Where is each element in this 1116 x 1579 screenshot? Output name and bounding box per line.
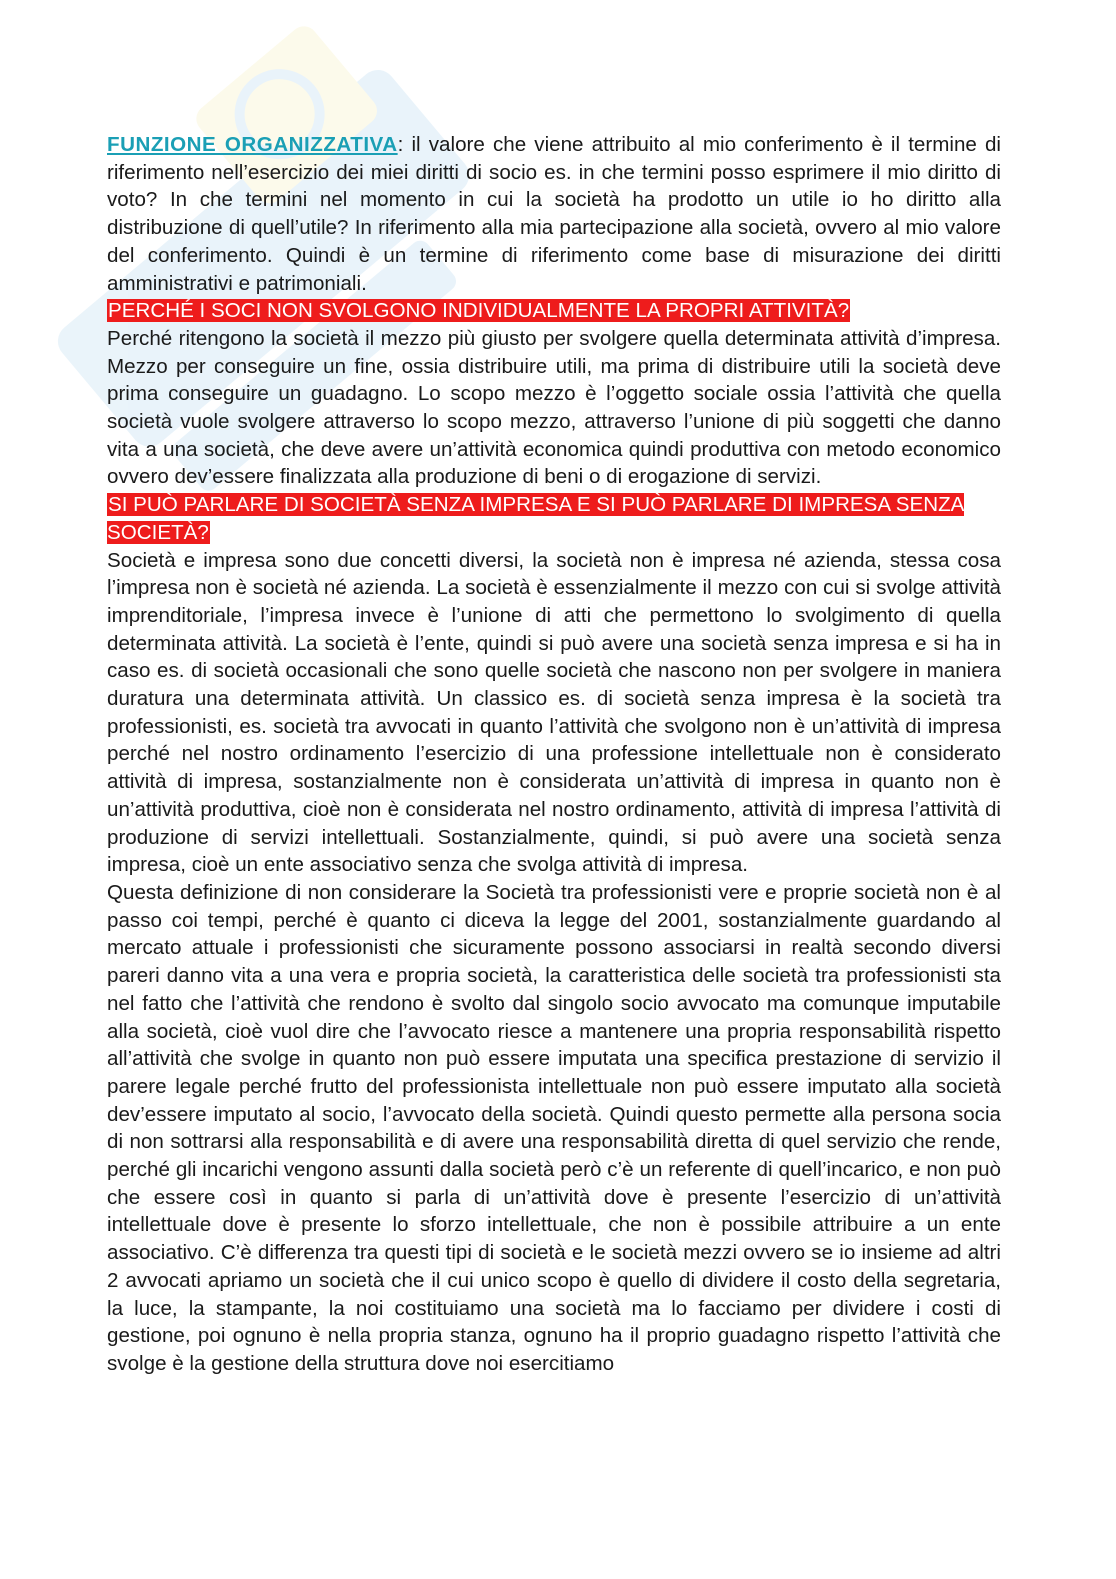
paragraph-funzione-organizzativa xyxy=(107,131,1001,297)
paragraph-answer-2: Società e impresa sono due concetti diversi, la società non è impresa né azienda, stessa cosa l’impresa non è società né azienda. La società è essenzialmente il mezzo con cui si svolge attività imprenditoriale, l’impresa invece è l’unione di atti che permettono lo svolgimento di quella determinata attività. La società è l’ente, quindi si può avere una società senza impresa e si ha in caso es. di società occasionali che sono quelle società che nascono non per svolgere in maniera duratura una determinata attività. Un classico es. di società senza impresa è la società tra professionisti, es. società tra avvocati in quanto l’attività che svolgono non è un’attività di impresa perché nel nostro ordinamento l’esercizio di una professione intellettuale non è considerato attività di impresa, sostanzialmente non è considerata un’attività di impresa in quanto non è un’attività produttiva, cioè non è considerata nel nostro ordinamento, attività di impresa l’attività di produzione di servizi intellettuali. Sostanzialmente, quindi, si può avere una società senza impresa, cioè un ente associativo senza che svolga attività di impresa. xyxy=(107,548,1001,877)
term-funzione-organizzativa[interactable]: FUNZIONE ORGANIZZATIVA xyxy=(107,133,398,156)
question-heading-1 xyxy=(107,297,1001,325)
highlighted-question: SI PUÒ PARLARE DI SOCIETÀ SENZA IMPRESA E SI PUÒ PARLARE DI IMPRESA SENZA SOCIETÀ? xyxy=(107,493,965,544)
document-page xyxy=(107,131,1001,1378)
highlighted-question: PERCHÉ I SOCI NON SVOLGONO INDIVIDUALMENTE LA PROPRI ATTIVITÀ? xyxy=(108,299,850,323)
paragraph-text: : il valore che viene attribuito al mio conferimento è il termine di riferimento nell’esercizio dei miei diritti di socio es. in che termini posso esprimere il mio diritto di voto? In che termini nel momento in cui la società ha prodotto un utile io ho diritto alla distribuzione di quell’utile? In riferimento alla mia partecipazione alla società, ovvero al mio valore del conferimento. Quindi è un termine di riferimento come base di misurazione dei diritti amministrativi e patrimoniali. xyxy=(107,133,1002,295)
paragraph-answer-3: Questa definizione di non considerare la Società tra professionisti vere e proprie società non è al passo coi tempi, perché è quanto ci diceva la legge del 2001, sostanzialmente guardando al mercato attuale i professionisti che sicuramente possono associarsi in realtà secondo diversi pareri danno vita a una vera e propria società, la caratteristica delle società tra professionisti sta nel fatto che l’attività che rendono è svolto dal singolo socio avvocato ma comunque imputabile alla società, cioè vuol dire che l’avvocato riesce a mantenere una propria responsabilità rispetto all’attività che svolge in quanto non può essere imputata una specifica prestazione di servizio il parere legale perché frutto del professionista intellettuale non può essere imputato alla società dev’essere imputato al socio, l’avvocato della società. Quindi questo permette alla persona socia di non sottrarsi alla responsabilità e di avere una responsabilità diretta di quel servizio che rende, perché gli incarichi vengono assunti dalla società però c’è un referente di quell’incarico, e non può che essere così in quanto si parla di un’attività dove è presente l’esercizio di un’attività intellettuale dove è presente lo sforzo intellettuale, che non è possibile attribuire a un ente associativo. C’è differenza tra questi tipi di società e le società mezzi ovvero se io insieme ad altri 2 avvocati apriamo un società che il cui unico scopo è quello di dividere il costo della segretaria, la luce, la stampante, la noi costituiamo una società ma lo facciamo per dividere i costi di gestione, poi ognuno è nella propria stanza, ognuno ha il proprio guadagno rispetto l’attività che svolge è la gestione della struttura dove noi esercitiamo xyxy=(107,880,1001,1375)
question-heading-2 xyxy=(107,491,1001,546)
paragraph-answer-1: Perché ritengono la società il mezzo più giusto per svolgere quella determinata attività d’impresa. Mezzo per conseguire un fine, ossia distribuire utili, ma prima di distribuire utili la società deve prima conseguire un guadagno. Lo scopo mezzo è l’oggetto sociale ossia l’attività che quella società vuole svolgere attraverso lo scopo mezzo, attraverso l’unione di più soggetti che danno vita a una società, che deve avere un’attività economica quindi produttiva con metodo economico ovvero dev’essere finalizzata alla produzione di beni o di erogazione di servizi. xyxy=(107,326,1001,489)
